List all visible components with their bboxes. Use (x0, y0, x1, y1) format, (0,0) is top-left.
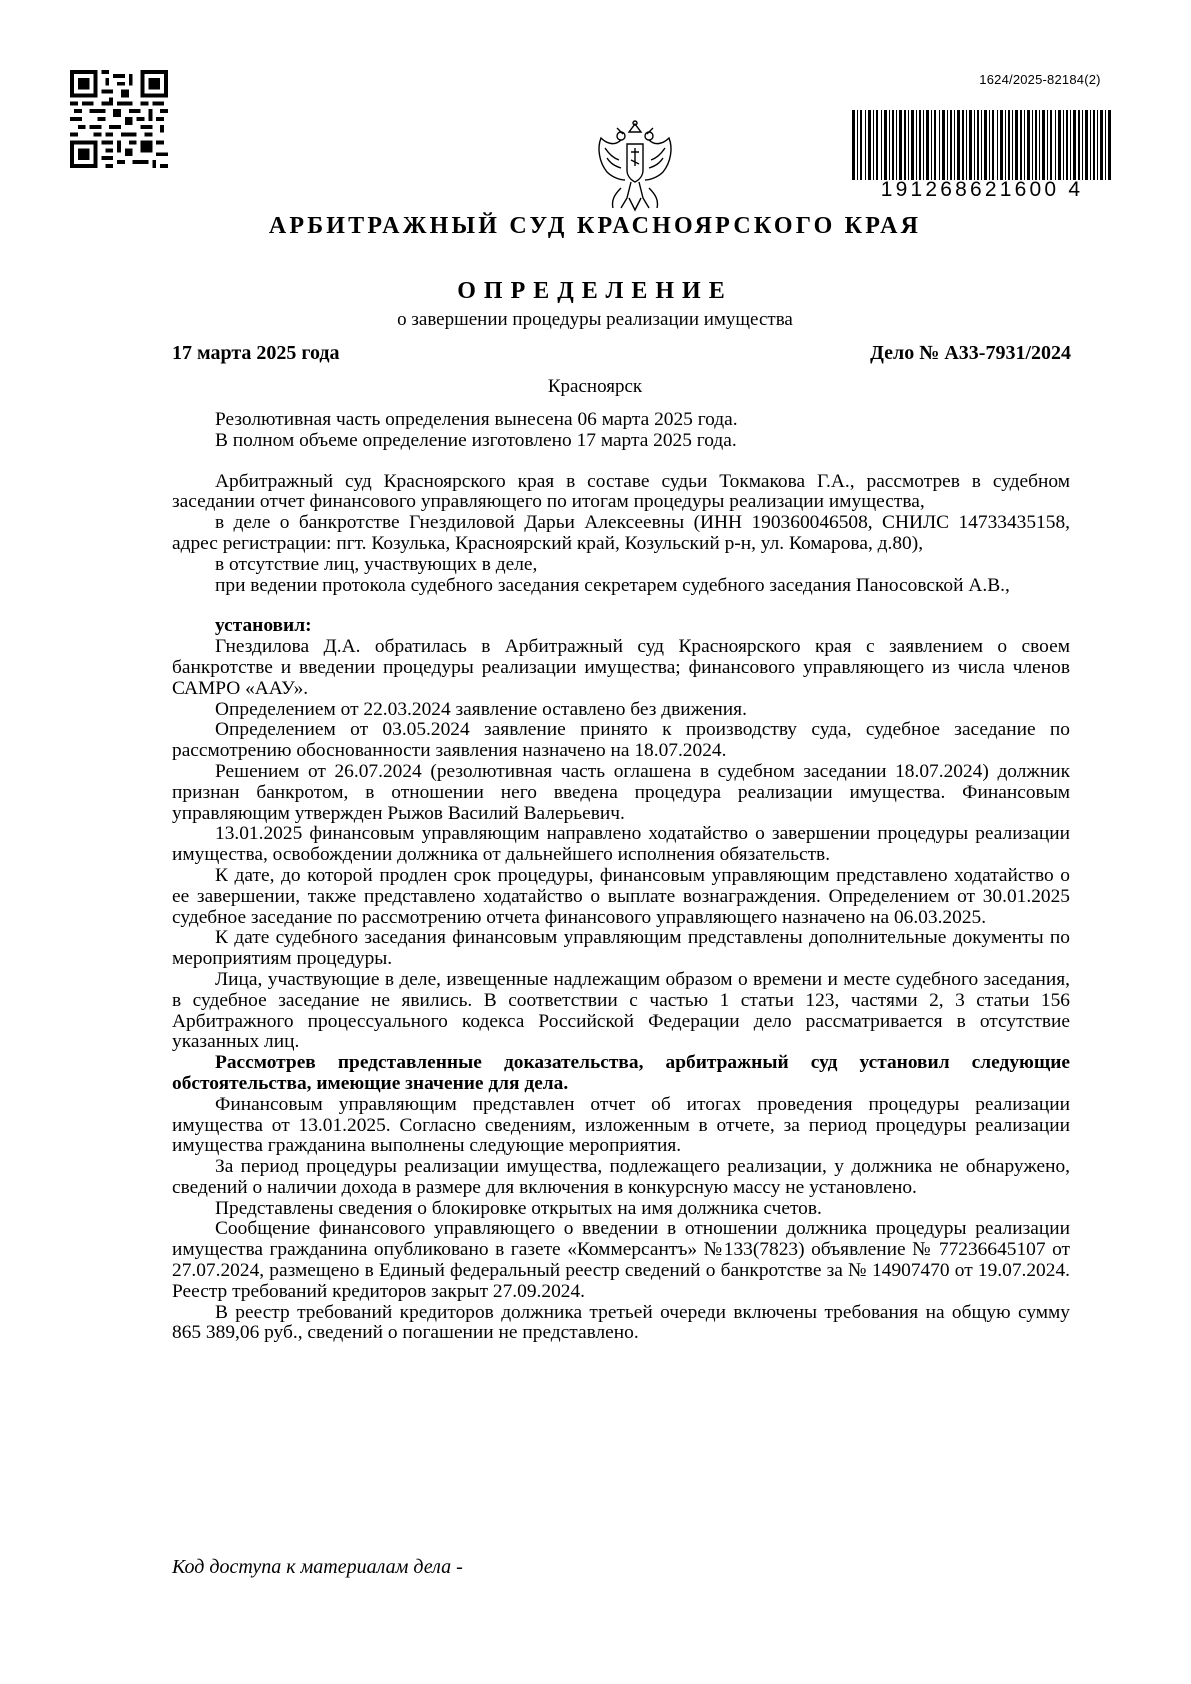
access-code-label: Код доступа к материалам дела - (172, 1556, 463, 1578)
paragraph-bold: Рассмотрев представленные доказательства, арбитражный суд установил следующие обстоятельства, имеющие значение для дела. (172, 1052, 1070, 1094)
paragraph: В полном объеме определение изготовлено 17 марта 2025 года. (215, 429, 737, 451)
paragraph: Арбитражный суд Красноярского края в составе судьи Токмакова Г.А., рассмотрев в судебном заседании отчет финансового управляющего по итогам процедуры реализации имущества, (172, 470, 1070, 513)
paragraph: В реестр требований кредиторов должника третьей очереди включены требования на общую сумму 865 389,06 руб., сведений о погашении не представлено. (172, 1301, 1070, 1344)
document-title: ОПРЕДЕЛЕНИЕ (457, 278, 733, 304)
document-body (172, 410, 1070, 1344)
city-name: Красноярск (547, 376, 643, 397)
document-date: 17 марта 2025 года (172, 342, 340, 364)
paragraph: в отсутствие лиц, участвующих в деле, (215, 553, 538, 575)
barcode-icon (852, 110, 1112, 198)
paragraph: 13.01.2025 финансовым управляющим направлено ходатайство о завершении процедуры реализации имущества, освобождении должника от дальнейшего исполнения обязательств. (172, 823, 1070, 866)
barcode-digits: 191268621600 4 (880, 178, 1084, 198)
paragraph: в деле о банкротстве Гнездиловой Дарьи Алексеевны (ИНН 190360046508, СНИЛС 14733435158, адрес регистрации: пгт. Козулька, Красноярский край, Козульский р-н, ул. Комарова, д.80), (172, 512, 1070, 554)
document-subtitle: о завершении процедуры реализации имущества (397, 309, 793, 330)
paragraph: К дате, до которой продлен срок процедуры, финансовым управляющим представлено ходатайство о ее завершении, также представлено ходатайство о выплате вознаграждения. Определением от 30.01.2025 судебное заседание по рассмотрению отчета финансового управляющего назначено на 06.03.2025. (172, 864, 1070, 928)
paragraph: За период процедуры реализации имущества, подлежащего реализации, у должника не обнаружено, сведений о наличии дохода в размере для включения в конкурсную массу не установлено. (172, 1156, 1070, 1198)
paragraph: Решением от 26.07.2024 (резолютивная часть оглашена в судебном заседании 18.07.2024) должник признан банкротом, в отношении него введена процедура реализации имущества. Финансовым управляющим утвержден Рыжов Василий Валерьевич. (172, 760, 1070, 824)
case-number: Дело № А33-7931/2024 (870, 342, 1071, 364)
paragraph: Определением от 03.05.2024 заявление принято к производству суда, судебное заседание по рассмотрению обоснованности заявления назначено на 18.07.2024. (172, 719, 1070, 762)
paragraph: Финансовым управляющим представлен отчет об итогах проведения процедуры реализации имущества от 13.01.2025. Согласно сведениям, изложенным в отчете, за период процедуры реализации имущества гражданина выполнены следующие мероприятия. (172, 1093, 1070, 1157)
document-number: 1624/2025-82184(2) (979, 72, 1101, 87)
section-heading: установил: (215, 615, 312, 637)
qr-code-icon (70, 70, 168, 168)
paragraph: Лица, участвующие в деле, извещенные надлежащим образом о времени и месте судебного заседания, в судебное заседание не явились. В соответствии с частью 1 статьи 123, частями 2, 3 статьи 156 Арбитражного процессуального кодекса Российской Федерации дело рассматривается в отсутствие указанных лиц. (172, 968, 1070, 1053)
paragraph: Гнездилова Д.А. обратилась в Арбитражный суд Красноярского края с заявлением о своем банкротстве и введении процедуры реализации имущества; финансового управляющего из числа членов САМРО «ААУ». (172, 636, 1070, 699)
paragraph: при ведении протокола судебного заседания секретарем судебного заседания Паносовской А.В., (215, 574, 1010, 596)
paragraph: Представлены сведения о блокировке открытых на имя должника счетов. (215, 1197, 822, 1219)
paragraph: К дате судебного заседания финансовым управляющим представлены дополнительные документы по мероприятиям процедуры. (172, 927, 1070, 970)
state-emblem-icon (593, 118, 677, 214)
paragraph: Резолютивная часть определения вынесена 06 марта 2025 года. (215, 409, 738, 430)
paragraph: Сообщение финансового управляющего о введении в отношении должника процедуры реализации имущества гражданина опубликовано в газете «Коммерсантъ» №133(7823) объявление № 77236645107 от 27.07.2024, размещено в Единый федеральный реестр сведений о банкротстве за № 14907470 от 19.07.2024. Реестр требований кредиторов закрыт 27.09.2024. (172, 1218, 1070, 1302)
paragraph: Определением от 22.03.2024 заявление оставлено без движения. (215, 698, 747, 720)
court-name: АРБИТРАЖНЫЙ СУД КРАСНОЯРСКОГО КРАЯ (268, 213, 922, 239)
